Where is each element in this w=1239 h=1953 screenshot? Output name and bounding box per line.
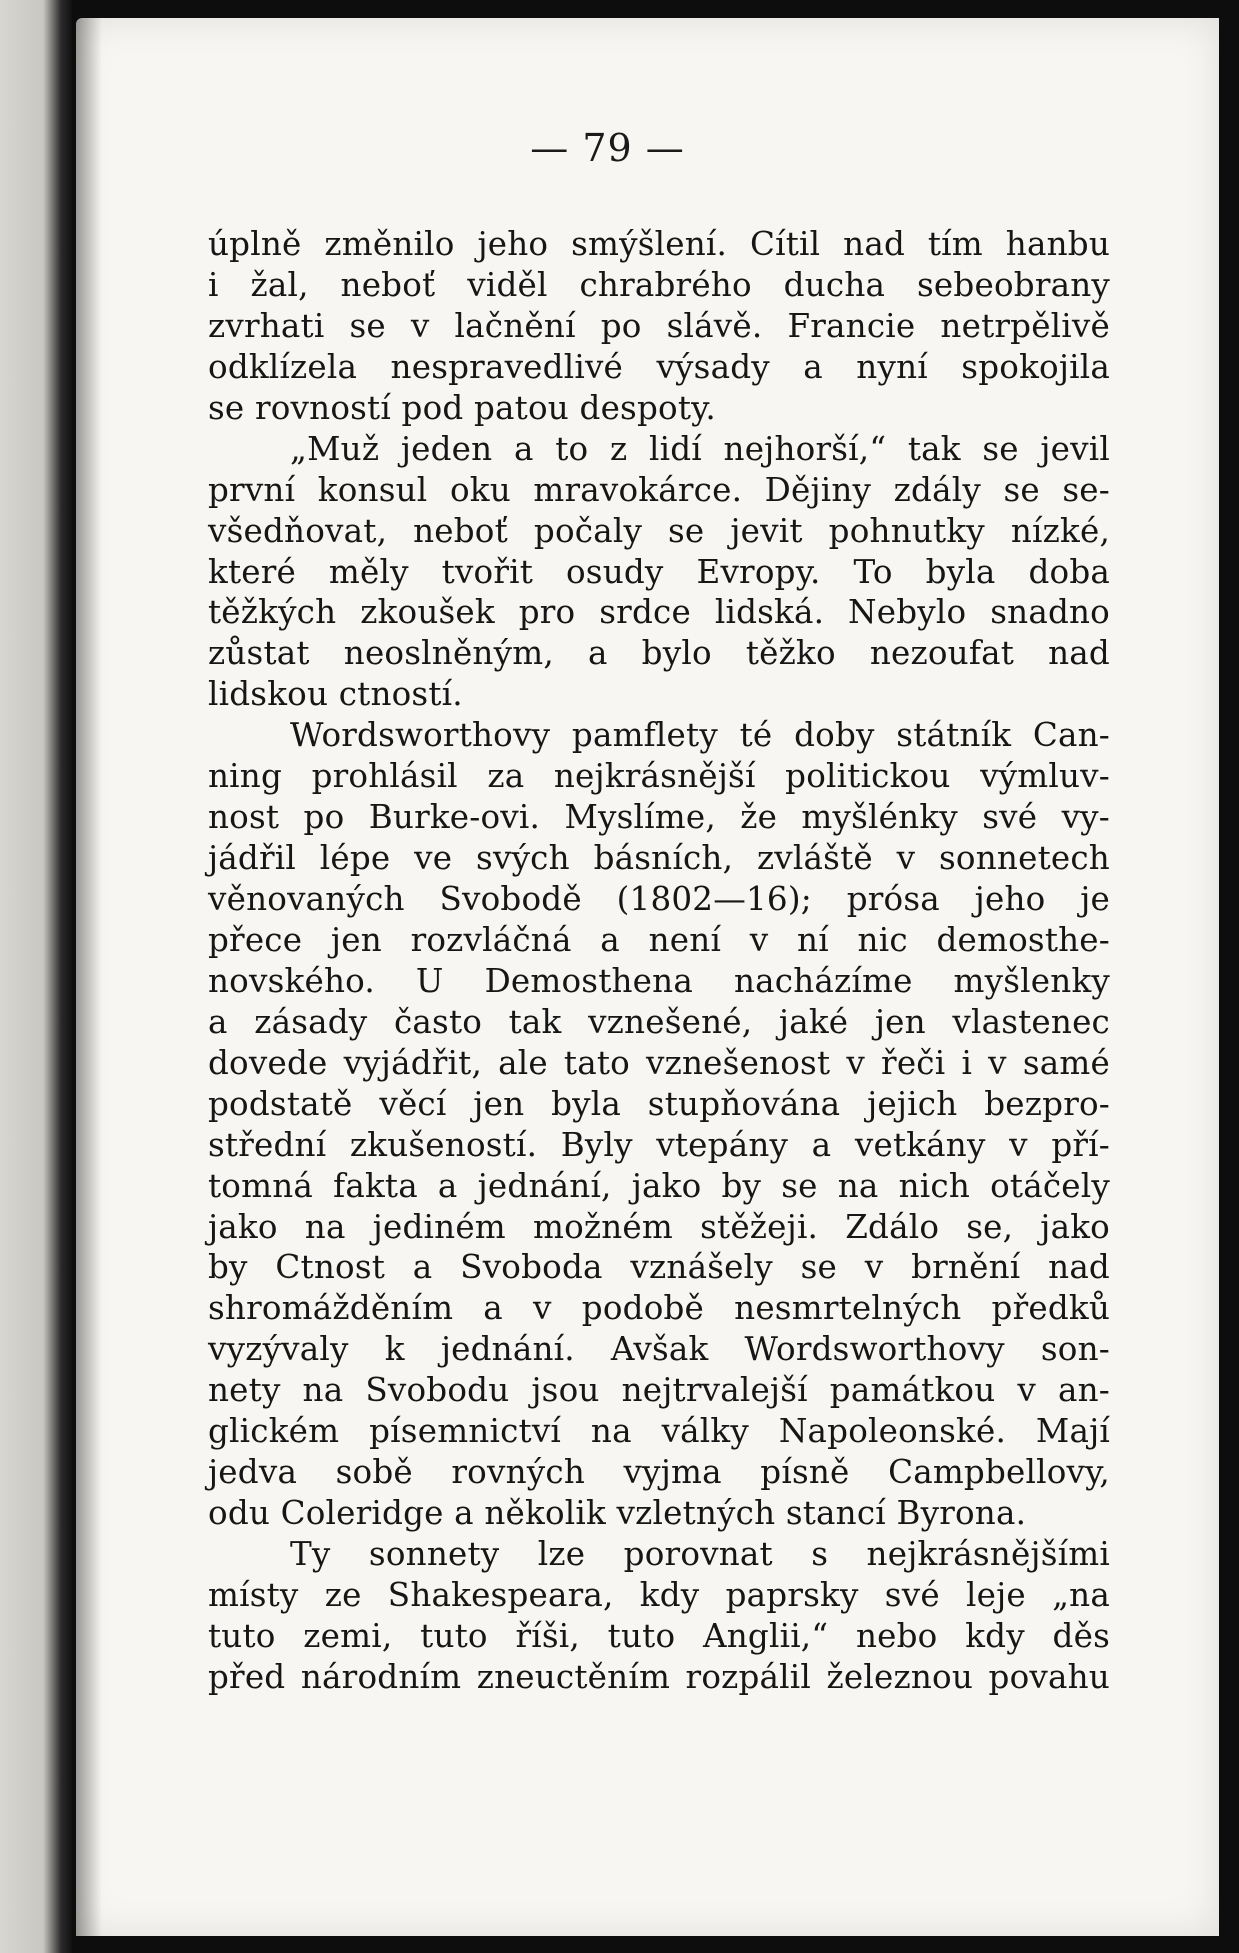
- text-line: „Muž jeden a to z lidí nejhorší,“ tak se jevil: [290, 429, 1110, 468]
- text-line: úplně změnilo jeho smýšlení. Cítil nad tím hanbu: [208, 225, 1110, 263]
- text-line: zvrhati se v lačnění po slávě. Francie netrpělivě: [208, 306, 1110, 345]
- book-page: [76, 18, 1219, 1936]
- text-line: a zásady často tak vznešené, jaké jen vlastenec: [208, 1002, 1110, 1041]
- page-number: — 79 —: [530, 126, 685, 170]
- text-line: Wordsworthovy pamflety té doby státník Can-: [290, 716, 1110, 755]
- text-line: by Ctnost a Svoboda vznášely se v brnění nad: [208, 1248, 1110, 1287]
- text-line: tomná fakta a jednání, jako by se na nich otáčely: [208, 1166, 1110, 1205]
- text-line: před národním zneuctěním rozpálil železnou povahu: [208, 1657, 1110, 1696]
- text-line: těžkých zkoušek pro srdce lidská. Nebylo snadno: [208, 593, 1110, 632]
- text-line: lidskou ctností.: [208, 675, 463, 714]
- body-text: [208, 224, 1110, 1698]
- text-line: zůstat neoslněným, a bylo těžko nezoufat nad: [208, 634, 1110, 673]
- text-line: odu Coleridge a několik vzletných stancí Byrona.: [208, 1494, 1027, 1533]
- text-line: všedňovat, neboť počaly se jevit pohnutky nízké,: [208, 511, 1110, 550]
- text-line: dovede vyjádřit, ale tato vznešenost v řeči i v samé: [208, 1043, 1110, 1082]
- text-line: odklízela nespravedlivé výsady a nyní spokojila: [208, 347, 1110, 386]
- text-line: i žal, neboť viděl chrabrého ducha sebeobrany: [208, 265, 1110, 304]
- text-line: jádřil lépe ve svých básních, zvláště v sonnetech: [208, 839, 1110, 878]
- text-line: přece jen rozvláčná a není v ní nic demosthe-: [208, 920, 1110, 959]
- spine-shadow: [76, 18, 102, 1936]
- text-line: ning prohlásil za nejkrásnější politickou výmluv-: [208, 757, 1110, 796]
- text-line: se rovností pod patou despoty.: [208, 388, 716, 427]
- text-line: jedva sobě rovných vyjma písně Campbellovy,: [208, 1453, 1110, 1492]
- text-line: vyzývaly k jednání. Avšak Wordsworthovy son-: [208, 1330, 1110, 1369]
- scan-left-edge: [0, 0, 72, 1953]
- text-line: první konsul oku mravokárce. Dějiny zdály se se-: [208, 470, 1110, 509]
- text-line: střední zkušeností. Byly vtepány a vetkány v pří-: [208, 1125, 1110, 1164]
- text-line: glickém písemnictví na války Napoleonské. Mají: [208, 1412, 1110, 1451]
- text-line: novského. U Demosthena nacházíme myšlenky: [208, 961, 1110, 1000]
- text-line: věnovaných Svobodě (1802—16); prósa jeho je: [208, 880, 1110, 918]
- text-line: shromážděním a v podobě nesmrtelných předků: [208, 1289, 1110, 1328]
- text-line: které měly tvořit osudy Evropy. To byla doba: [208, 552, 1110, 591]
- text-line: nost po Burke-ovi. Myslíme, že myšlénky své vy-: [208, 798, 1110, 837]
- text-line: Ty sonnety lze porovnat s nejkrásnějšími: [290, 1535, 1110, 1573]
- text-line: nety na Svobodu jsou nejtrvalejší památkou v an-: [208, 1371, 1110, 1410]
- text-line: místy ze Shakespeara, kdy paprsky své leje „na: [208, 1575, 1110, 1614]
- text-line: jako na jediném možném stěžeji. Zdálo se, jako: [208, 1207, 1110, 1246]
- text-line: podstatě věcí jen byla stupňována jejich bezpro-: [208, 1084, 1110, 1123]
- text-line: tuto zemi, tuto říši, tuto Anglii,“ nebo kdy děs: [208, 1616, 1110, 1655]
